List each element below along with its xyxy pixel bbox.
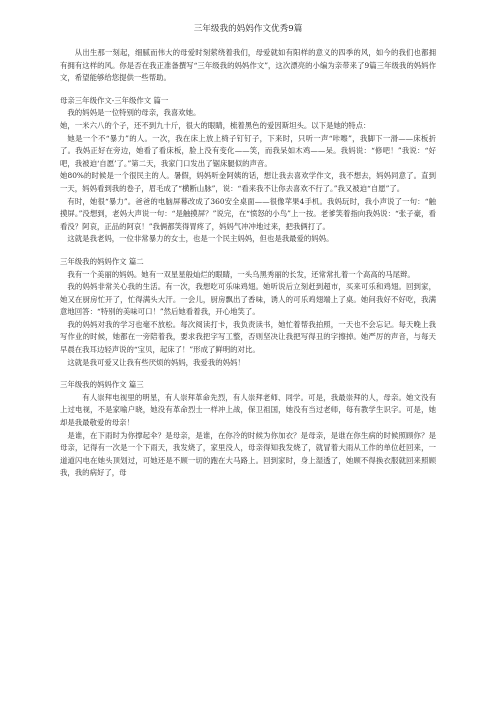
body-paragraph: 她80%的时候是一个很民主的人。暑假，妈妈听金阿姨的话，想让我去喜欢学作文，我不想去，妈妈同意了。直到一天，妈妈看到我的卷子，眉毛成了“横断山脉”，说：“看来我不让你去喜欢不行了。”我又被迫“自愿”了。	[60, 171, 436, 193]
body-paragraph: 我有一个美丽的妈妈。她有一双星星般灿烂的眼睛，一头乌黑秀丽的长发，还常常扎着一个高高的马尾辫。	[67, 269, 415, 279]
body-paragraph: 我的妈妈对我的学习也毫不放松。每次阅读打卡，我负责读书，她忙着帮我拍照，一天也不会忘记。每天晚上我写作业的时候，她都在一旁陪着我，要求我把字写工整，否则坚决让我把写得丑的字擦掉。她严厉的声音，与每天早晨在我耳边轻声说的“宝贝，起床了！”形成了鲜明的对比。	[60, 319, 436, 355]
body-paragraph: 这就是我可爱又让我有些厌烦的妈妈，我爱我的妈妈！	[67, 357, 245, 367]
body-paragraph: 这就是我老妈，一位非常暴力的女士，也是一个民主妈妈，但也是我最爱的妈妈。	[67, 234, 334, 244]
document-title: 三年级我的妈妈作文优秀9篇	[193, 24, 303, 34]
body-paragraph: 是谁，在下雨时为你撑起伞？是母亲，是谁，在你冷的时候为你加衣？是母亲，是谁在你生病的时候照顾你？是母亲，记得有一次是一个下雨天，我发烧了，家里没人，母亲得知我发烧了，就冒着大雨从工作的单位赶回来，一道道闪电在她头顶划过，可她还是不顾一切的跑在大马路上。回到家时，身上湿透了，她顾不得换衣服就回来照顾我，我的病好了，母	[60, 430, 436, 478]
section-heading: 三年级我的妈妈作文 篇二	[60, 256, 144, 266]
section-3	[60, 379, 436, 480]
section-1	[60, 95, 436, 246]
body-paragraph: 有人崇拜电视里的明星，有人崇拜革命先烈，有人崇拜老师、同学。可是，我最崇拜的人，母亲。她文没有上过电视，不是家喻户晓，她没有革命烈士一样冲上战，保卫祖国，她没有当过老师，每有教学生识字。可是，她却是我最敬爱的母亲！	[60, 392, 436, 428]
body-paragraph: 她是一个不“暴力”的人。一次，我在床上放上椅子钉钉子，下来时，只听一声“咔嚓”，我脚下一滑——床板折了。我妈正好在旁边，她看了看床板，脸上没有变化——笑，而我呆如木鸡——呆。我妈说：“修吧！”我说：“好吧，我被迫‘自愿’了。”第二天，我家门口发出了锯床腿似的声音。	[60, 133, 436, 168]
intro-paragraph: 从出生那一刻起，细腻而伟大的母爱时刻萦绕着我们，母爱就如有阳样的意义的四季的风，如今的我们也都拥有拥有这样的风。你是否在我正准备撰写“三年级我的妈妈作文”，这次漂亮的小编为亲带来了9篇三年级我的妈妈作文，希望能够给您提供一些帮助。	[60, 48, 436, 83]
body-paragraph: 我的妈妈非常关心我的生活。有一次，我想吃可乐味鸡翅。她听说后立刻赶到超市，买来可乐和鸡翅。回到家，她又在厨房忙开了，忙得满头大汗。一会儿，厨房飘出了香味，诱人的可乐鸡翅端上了桌。她问我好不好吃，我满意地回答：“特别的美味可口！”然后她看着我，开心地笑了。	[60, 282, 436, 317]
section-heading: 三年级我的妈妈作文 篇三	[60, 380, 144, 390]
body-paragraph: 有时，她很“暴力”。爸爸的电脑屏幕改成了360安全桌面——很像苹果4手机。我妈玩时，我小声说了一句：“触摸屏。”没想到，老妈大声说一句：“是触摸屏？”说完，在“愤怒的小鸟”上一按。老爹笑着指向我妈说：“张子豪，看看没？阿哀，正品的阿哀！”我俩都笑得胃疼了，妈妈气冲冲地过来，把我俩打了。	[60, 196, 436, 231]
section-2	[60, 256, 436, 369]
body-paragraph: 我的妈妈是一位特别的母亲，我喜欢她。	[67, 108, 201, 118]
body-paragraph: 她，一米六八的个子，还不到九十斤，很大的眼睛，梳着黑色的爱因斯坦头。以下是她的特点：	[60, 120, 371, 130]
section-heading: 母亲三年级作文-三年级作文 篇一	[60, 95, 169, 105]
